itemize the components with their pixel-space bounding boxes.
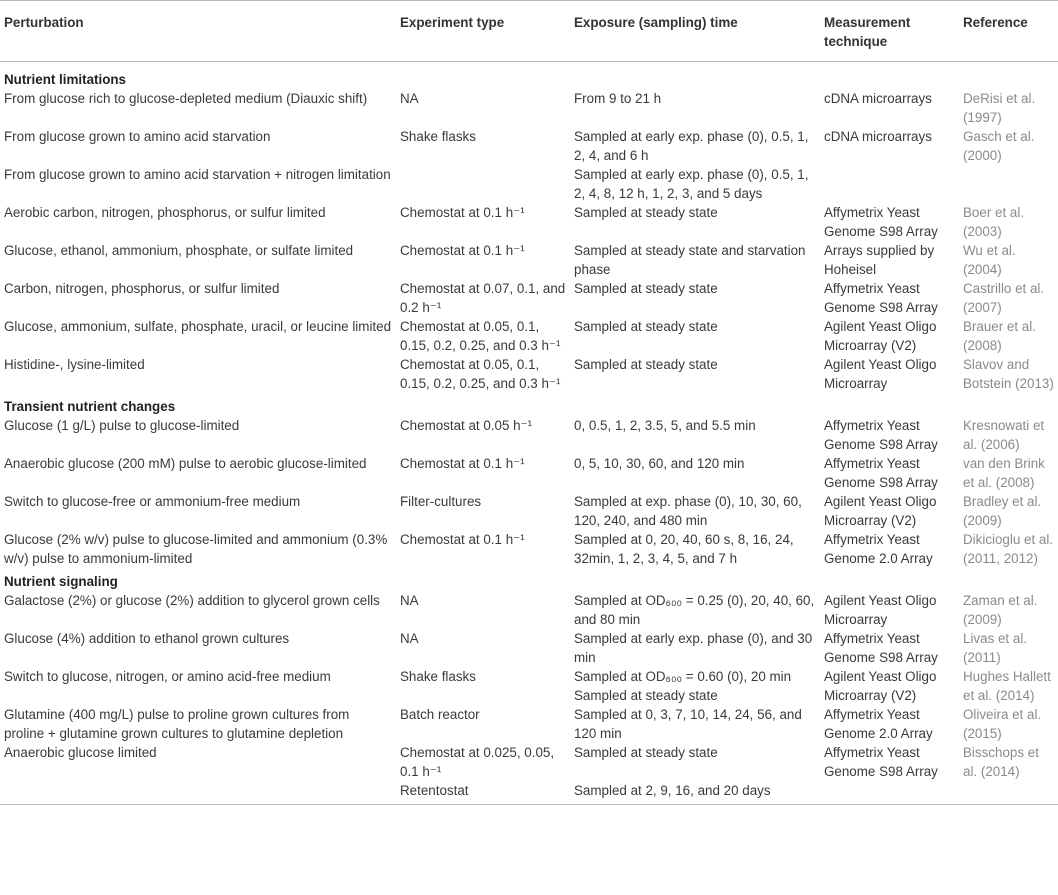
section-row xyxy=(0,393,1058,416)
reference-cell: Slavov and Botstein (2013) xyxy=(963,357,1054,391)
experiment-type-cell: Chemostat at 0.07, 0.1, and 0.2 h⁻¹ xyxy=(400,281,566,315)
table-row xyxy=(0,454,1058,492)
perturbation-cell: Glucose, ammonium, sulfate, phosphate, uracil, or leucine limited xyxy=(4,319,392,334)
header-row xyxy=(0,1,1058,62)
perturbation-cell xyxy=(0,781,396,805)
table-row xyxy=(0,667,1058,705)
table-body xyxy=(0,62,1058,805)
header-perturbation: Perturbation xyxy=(0,1,396,62)
table-row xyxy=(0,89,1058,127)
perturbation-cell: Switch to glucose, nitrogen, or amino acid-free medium xyxy=(4,669,331,684)
exposure-time-cell: Sampled at OD₆₀₀ = 0.25 (0), 20, 40, 60, and 80 min xyxy=(574,593,815,627)
header-exposure-time: Exposure (sampling) time xyxy=(570,1,820,62)
table-row xyxy=(0,781,1058,805)
perturbation-cell: Aerobic carbon, nitrogen, phosphorus, or sulfur limited xyxy=(4,205,326,220)
experiment-type-cell: Filter-cultures xyxy=(400,494,482,509)
table-row xyxy=(0,530,1058,568)
table-row xyxy=(0,203,1058,241)
measurement-technique-cell: Agilent Yeast Oligo Microarray xyxy=(824,357,937,391)
reference-cell xyxy=(959,165,1058,203)
table-row xyxy=(0,743,1058,781)
reference-cell: Zaman et al. (2009) xyxy=(963,593,1038,627)
measurement-technique-cell: cDNA microarrays xyxy=(824,91,932,106)
perturbation-cell: Glucose (1 g/L) pulse to glucose-limited xyxy=(4,418,240,433)
reference-cell: Oliveira et al. (2015) xyxy=(963,707,1042,741)
exposure-time-cell: 0, 0.5, 1, 2, 3.5, 5, and 5.5 min xyxy=(574,418,756,433)
exposure-time-cell: Sampled at steady state and starvation phase xyxy=(574,243,806,277)
exposure-time-cell: Sampled at 2, 9, 16, and 20 days xyxy=(570,781,820,805)
perturbation-cell: From glucose grown to amino acid starvation + nitrogen limitation xyxy=(4,167,391,182)
exposure-time-cell: Sampled at OD₆₀₀ = 0.60 (0), 20 min Sampled at steady state xyxy=(574,669,792,703)
table-row xyxy=(0,705,1058,743)
exposure-time-cell: Sampled at steady state xyxy=(574,281,718,296)
perturbation-cell: Glucose (4%) addition to ethanol grown cultures xyxy=(4,631,290,646)
measurement-technique-cell xyxy=(820,165,959,203)
experiment-type-cell: Retentostat xyxy=(396,781,570,805)
exposure-time-cell: Sampled at early exp. phase (0), and 30 min xyxy=(574,631,813,665)
experiment-type-cell: Chemostat at 0.1 h⁻¹ xyxy=(400,205,525,220)
perturbation-cell: Anaerobic glucose limited xyxy=(4,745,157,760)
reference-cell: Kresnowati et al. (2006) xyxy=(963,418,1045,452)
measurement-technique-cell: Affymetrix Yeast Genome S98 Array xyxy=(824,631,938,665)
perturbation-cell: Glutamine (400 mg/L) pulse to proline grown cultures from proline + glutamine grown cultures to glutamine depletion xyxy=(4,707,350,741)
table-row xyxy=(0,492,1058,530)
table-row xyxy=(0,355,1058,393)
measurement-technique-cell xyxy=(820,781,959,805)
measurement-technique-cell: Agilent Yeast Oligo Microarray (V2) xyxy=(824,669,937,703)
table-row xyxy=(0,165,1058,203)
measurement-technique-cell: Affymetrix Yeast Genome S98 Array xyxy=(824,745,938,779)
experiment-type-cell: NA xyxy=(400,91,419,106)
perturbation-cell: Carbon, nitrogen, phosphorus, or sulfur limited xyxy=(4,281,280,296)
exposure-time-cell: Sampled at steady state xyxy=(574,745,718,760)
experiment-type-cell: NA xyxy=(400,631,419,646)
exposure-time-cell: Sampled at 0, 3, 7, 10, 14, 24, 56, and 120 min xyxy=(574,707,802,741)
perturbation-cell: Galactose (2%) or glucose (2%) addition to glycerol grown cells xyxy=(4,593,380,608)
section-row xyxy=(0,568,1058,591)
experiment-type-cell: NA xyxy=(400,593,419,608)
reference-cell xyxy=(959,781,1058,805)
header-experiment-type: Experiment type xyxy=(396,1,570,62)
measurement-technique-cell: Affymetrix Yeast Genome S98 Array xyxy=(824,205,938,239)
table-row xyxy=(0,591,1058,629)
table-row xyxy=(0,127,1058,165)
reference-cell: Dikicioglu et al. (2011, 2012) xyxy=(963,532,1054,566)
reference-cell: Boer et al. (2003) xyxy=(963,205,1025,239)
exposure-time-cell: Sampled at steady state xyxy=(574,205,718,220)
experiment-type-cell: Batch reactor xyxy=(400,707,480,722)
experiment-type-cell xyxy=(396,165,570,203)
reference-cell: Livas et al. (2011) xyxy=(963,631,1028,665)
exposure-time-cell: Sampled at early exp. phase (0), 0.5, 1, 2, 4, 8, 12 h, 1, 2, 3, and 5 days xyxy=(574,167,809,201)
experiment-type-cell: Chemostat at 0.025, 0.05, 0.1 h⁻¹ xyxy=(400,745,555,779)
section-title: Nutrient limitations xyxy=(4,72,127,87)
table-header xyxy=(0,1,1058,62)
exposure-time-cell: 0, 5, 10, 30, 60, and 120 min xyxy=(574,456,745,471)
experiment-type-cell: Chemostat at 0.05, 0.1, 0.15, 0.2, 0.25, and 0.3 h⁻¹ xyxy=(400,319,561,353)
perturbation-cell: Histidine-, lysine-limited xyxy=(4,357,145,372)
exposure-time-cell: Sampled at steady state xyxy=(574,357,718,372)
perturbation-cell: From glucose grown to amino acid starvation xyxy=(4,129,271,144)
table-row xyxy=(0,317,1058,355)
exposure-time-cell: Sampled at steady state xyxy=(574,319,718,334)
measurement-technique-cell: Agilent Yeast Oligo Microarray (V2) xyxy=(824,319,937,353)
section-row xyxy=(0,62,1058,90)
measurement-technique-cell: Arrays supplied by Hoheisel xyxy=(824,243,935,277)
measurement-technique-cell: Affymetrix Yeast Genome 2.0 Array xyxy=(824,532,933,566)
experiment-type-cell: Chemostat at 0.05 h⁻¹ xyxy=(400,418,533,433)
table-row xyxy=(0,629,1058,667)
reference-cell: Bisschops et al. (2014) xyxy=(963,745,1039,779)
section-title: Transient nutrient changes xyxy=(4,399,176,414)
header-measurement-technique: Measurement technique xyxy=(820,1,959,62)
reference-cell: Gasch et al. (2000) xyxy=(963,129,1035,163)
measurement-technique-cell: Agilent Yeast Oligo Microarray (V2) xyxy=(824,494,937,528)
measurement-technique-cell: Affymetrix Yeast Genome S98 Array xyxy=(824,281,938,315)
table-row xyxy=(0,241,1058,279)
reference-cell: Wu et al. (2004) xyxy=(963,243,1016,277)
experiment-type-cell: Shake flasks xyxy=(400,129,476,144)
perturbation-cell: Glucose, ethanol, ammonium, phosphate, or sulfate limited xyxy=(4,243,354,258)
reference-cell: DeRisi et al. (1997) xyxy=(963,91,1036,125)
experiment-type-cell: Chemostat at 0.05, 0.1, 0.15, 0.2, 0.25, and 0.3 h⁻¹ xyxy=(400,357,561,391)
exposure-time-cell: Sampled at 0, 20, 40, 60 s, 8, 16, 24, 32min, 1, 2, 3, 4, 5, and 7 h xyxy=(574,532,794,566)
reference-cell: Bradley et al. (2009) xyxy=(963,494,1042,528)
perturbation-cell: Switch to glucose-free or ammonium-free medium xyxy=(4,494,301,509)
perturbation-cell: Glucose (2% w/v) pulse to glucose-limited and ammonium (0.3% w/v) pulse to ammonium-limited xyxy=(4,532,388,566)
header-reference: Reference xyxy=(959,1,1058,62)
measurement-technique-cell: Affymetrix Yeast Genome 2.0 Array xyxy=(824,707,933,741)
experiment-type-cell: Chemostat at 0.1 h⁻¹ xyxy=(400,532,525,547)
exposure-time-cell: Sampled at exp. phase (0), 10, 30, 60, 120, 240, and 480 min xyxy=(574,494,802,528)
table-row xyxy=(0,279,1058,317)
reference-cell: van den Brink et al. (2008) xyxy=(963,456,1045,490)
exposure-time-cell: From 9 to 21 h xyxy=(574,91,662,106)
measurement-technique-cell: Affymetrix Yeast Genome S98 Array xyxy=(824,418,938,452)
section-title: Nutrient signaling xyxy=(4,574,118,589)
perturbation-cell: Anaerobic glucose (200 mM) pulse to aerobic glucose-limited xyxy=(4,456,367,471)
measurement-technique-cell: cDNA microarrays xyxy=(824,129,932,144)
perturbation-cell: From glucose rich to glucose-depleted medium (Diauxic shift) xyxy=(4,91,368,106)
reference-cell: Hughes Hallett et al. (2014) xyxy=(963,669,1051,703)
experiment-type-cell: Chemostat at 0.1 h⁻¹ xyxy=(400,243,525,258)
measurement-technique-cell: Agilent Yeast Oligo Microarray xyxy=(824,593,937,627)
table-row xyxy=(0,416,1058,454)
reference-cell: Brauer et al. (2008) xyxy=(963,319,1036,353)
experiment-type-cell: Shake flasks xyxy=(400,669,476,684)
experiment-type-cell: Chemostat at 0.1 h⁻¹ xyxy=(400,456,525,471)
measurement-technique-cell: Affymetrix Yeast Genome S98 Array xyxy=(824,456,938,490)
reference-cell: Castrillo et al. (2007) xyxy=(963,281,1045,315)
exposure-time-cell: Sampled at early exp. phase (0), 0.5, 1, 2, 4, and 6 h xyxy=(574,129,809,163)
